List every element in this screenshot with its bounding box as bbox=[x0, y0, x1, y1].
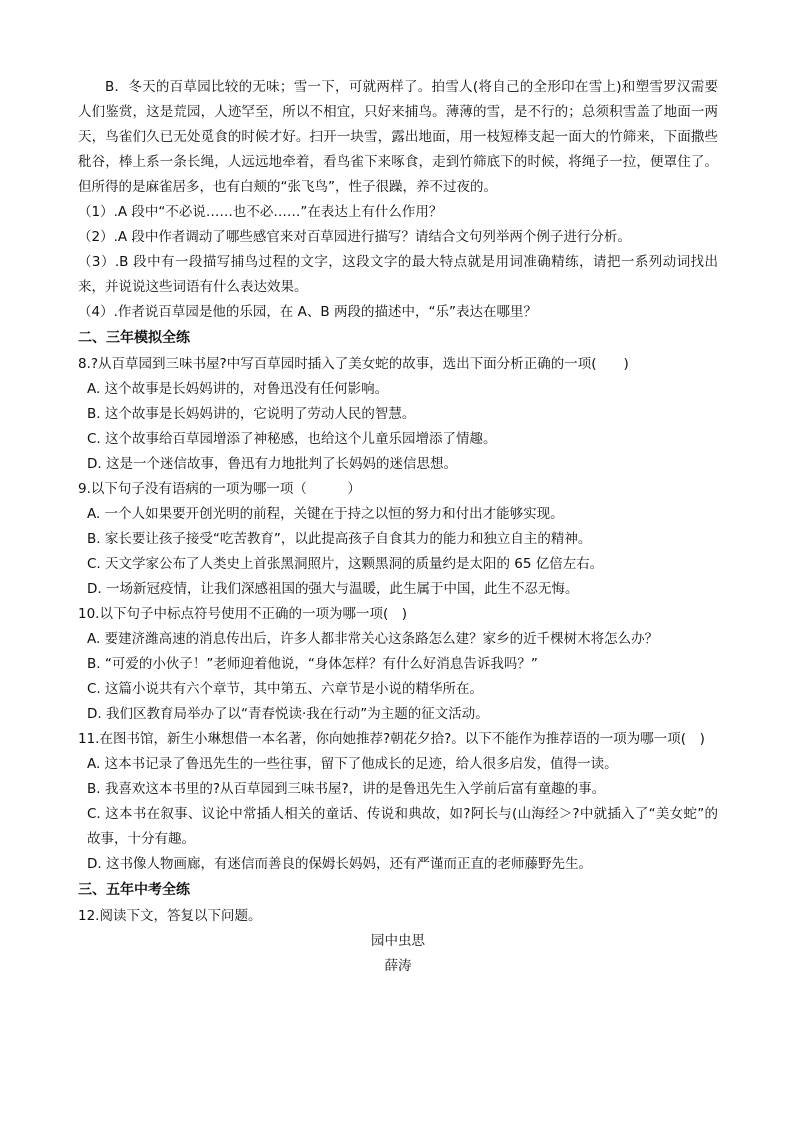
question-8-stem: 8.?从百草园到三味书屋?中写百草园时插入了美女蛇的故事，选出下面分析正确的一项( ) bbox=[78, 356, 629, 372]
question-9-option-c: C. 天文学家公布了人类史上首张黑洞照片，这颗黑洞的质量约是太阳的 65 亿倍左右。 bbox=[87, 556, 604, 572]
question-10-option-c: C. 这篇小说共有六个章节，其中第五、六章节是小说的精华所在。 bbox=[87, 681, 484, 697]
question-10-option-b: B. “可爱的小伙子！”老师迎着他说，“身体怎样？有什么好消息告诉我吗？” bbox=[87, 656, 538, 672]
question-12-stem: 12.阅读下文，答复以下问题。 bbox=[78, 908, 262, 924]
question-11-option-b: B. 我喜欢这本书里的?从百草园到三味书屋?，讲的是鲁迅先生入学前后富有童趣的事。 bbox=[87, 781, 606, 797]
question-11-option-c: C. 这本书在叙事、议论中常插人相关的童话、传说和典故，如?阿长与(山海经＞?中就插入了“美女蛇”的故事，十分有趣。 bbox=[87, 806, 718, 847]
article-title: 园中虫思 bbox=[371, 933, 425, 949]
question-10-option-a: A. 要建济潍高速的消息传出后，许多人都非常关心这条路怎么建？家乡的近千棵树木将怎么办？ bbox=[87, 631, 659, 647]
sub-question-1: （1）.A 段中“不必说……也不必……”在表达上有什么作用？ bbox=[78, 204, 443, 220]
passage-b: B．冬天的百草园比较的无味；雪一下，可就两样了。拍雪人(将自己的全形印在雪上)和塑雪罗汉需要人们鉴赏，这是荒园，人迹罕至，所以不相宜，只好来捕鸟。薄薄的雪，是不行的；总须积雪盖了地面一两天，鸟雀们久已无处觅食的时候才好。扫开一块雪，露出地面，用一枝短棒支起一面大的竹筛来，下面撒些秕谷，棒上系一条长绳，人远远地牵着，看鸟雀下来啄食，走到竹筛底下的时候，将绳子一拉，便罩住了。但所得的是麻雀居多，也有白颊的“张飞鸟”，性子很躁，养不过夜的。 bbox=[78, 79, 718, 195]
question-9-stem: 9.以下句子没有语病的一项为哪一项（ ） bbox=[78, 481, 361, 497]
section-heading-2: 二、三年模拟全练 bbox=[78, 330, 190, 346]
question-11-option-a: A. 这本书记录了鲁迅先生的一些往事，留下了他成长的足迹，给人很多启发，值得一读。 bbox=[87, 756, 618, 772]
question-8-option-c: C. 这个故事给百草园增添了神秘感，也给这个儿童乐园增添了情趣。 bbox=[87, 431, 497, 447]
question-10-stem: 10.以下句子中标点符号使用不正确的一项为哪一项( ) bbox=[78, 606, 408, 622]
question-11-option-d: D. 这书像人物画廊，有迷信而善良的保姆长妈妈，还有严谨而正直的老师藤野先生。 bbox=[87, 856, 592, 872]
question-11-stem: 11.在图书馆，新生小琳想借一本名著，你向她推荐?朝花夕拾?。以下不能作为推荐语的一项为哪一项( ) bbox=[78, 731, 705, 747]
question-9-option-b: B. 家长要让孩子接受“吃苦教育”，以此提高孩子自食其力的能力和独立自主的精神。 bbox=[87, 531, 592, 547]
sub-question-4: （4）.作者说百草园是他的乐园，在 A、B 两段的描述中，“乐”表达在哪里？ bbox=[78, 304, 537, 320]
sub-question-2: （2）.A 段中作者调动了哪些感官来对百草园进行描写？请结合文句列举两个例子进行分析。 bbox=[78, 229, 631, 245]
question-8-option-a: A. 这个故事是长妈妈讲的，对鲁迅没有任何影响。 bbox=[87, 381, 389, 397]
sub-question-3: （3）.B 段中有一段描写捕鸟过程的文字，这段文字的最大特点就是用词准确精练，请把一系列动词找出来，并说说这些词语有什么表达效果。 bbox=[78, 254, 718, 295]
question-8-option-b: B. 这个故事是长妈妈讲的，它说明了劳动人民的智慧。 bbox=[87, 406, 416, 422]
question-9-option-d: D. 一场新冠疫情，让我们深感祖国的强大与温暖，此生属于中国，此生不忍无悔。 bbox=[87, 581, 579, 597]
question-8-option-d: D. 这是一个迷信故事，鲁迅有力地批判了长妈妈的迷信思想。 bbox=[87, 456, 457, 472]
document-page bbox=[78, 75, 718, 979]
question-10-option-d: D. 我们区教育局举办了以“青春悦读·我在行动”为主题的征文活动。 bbox=[87, 706, 489, 722]
section-heading-3: 三、五年中考全练 bbox=[78, 882, 190, 898]
article-author: 薛涛 bbox=[384, 958, 412, 974]
question-9-option-a: A. 一个人如果要开创光明的前程，关键在于持之以恒的努力和付出才能够实现。 bbox=[87, 506, 564, 522]
